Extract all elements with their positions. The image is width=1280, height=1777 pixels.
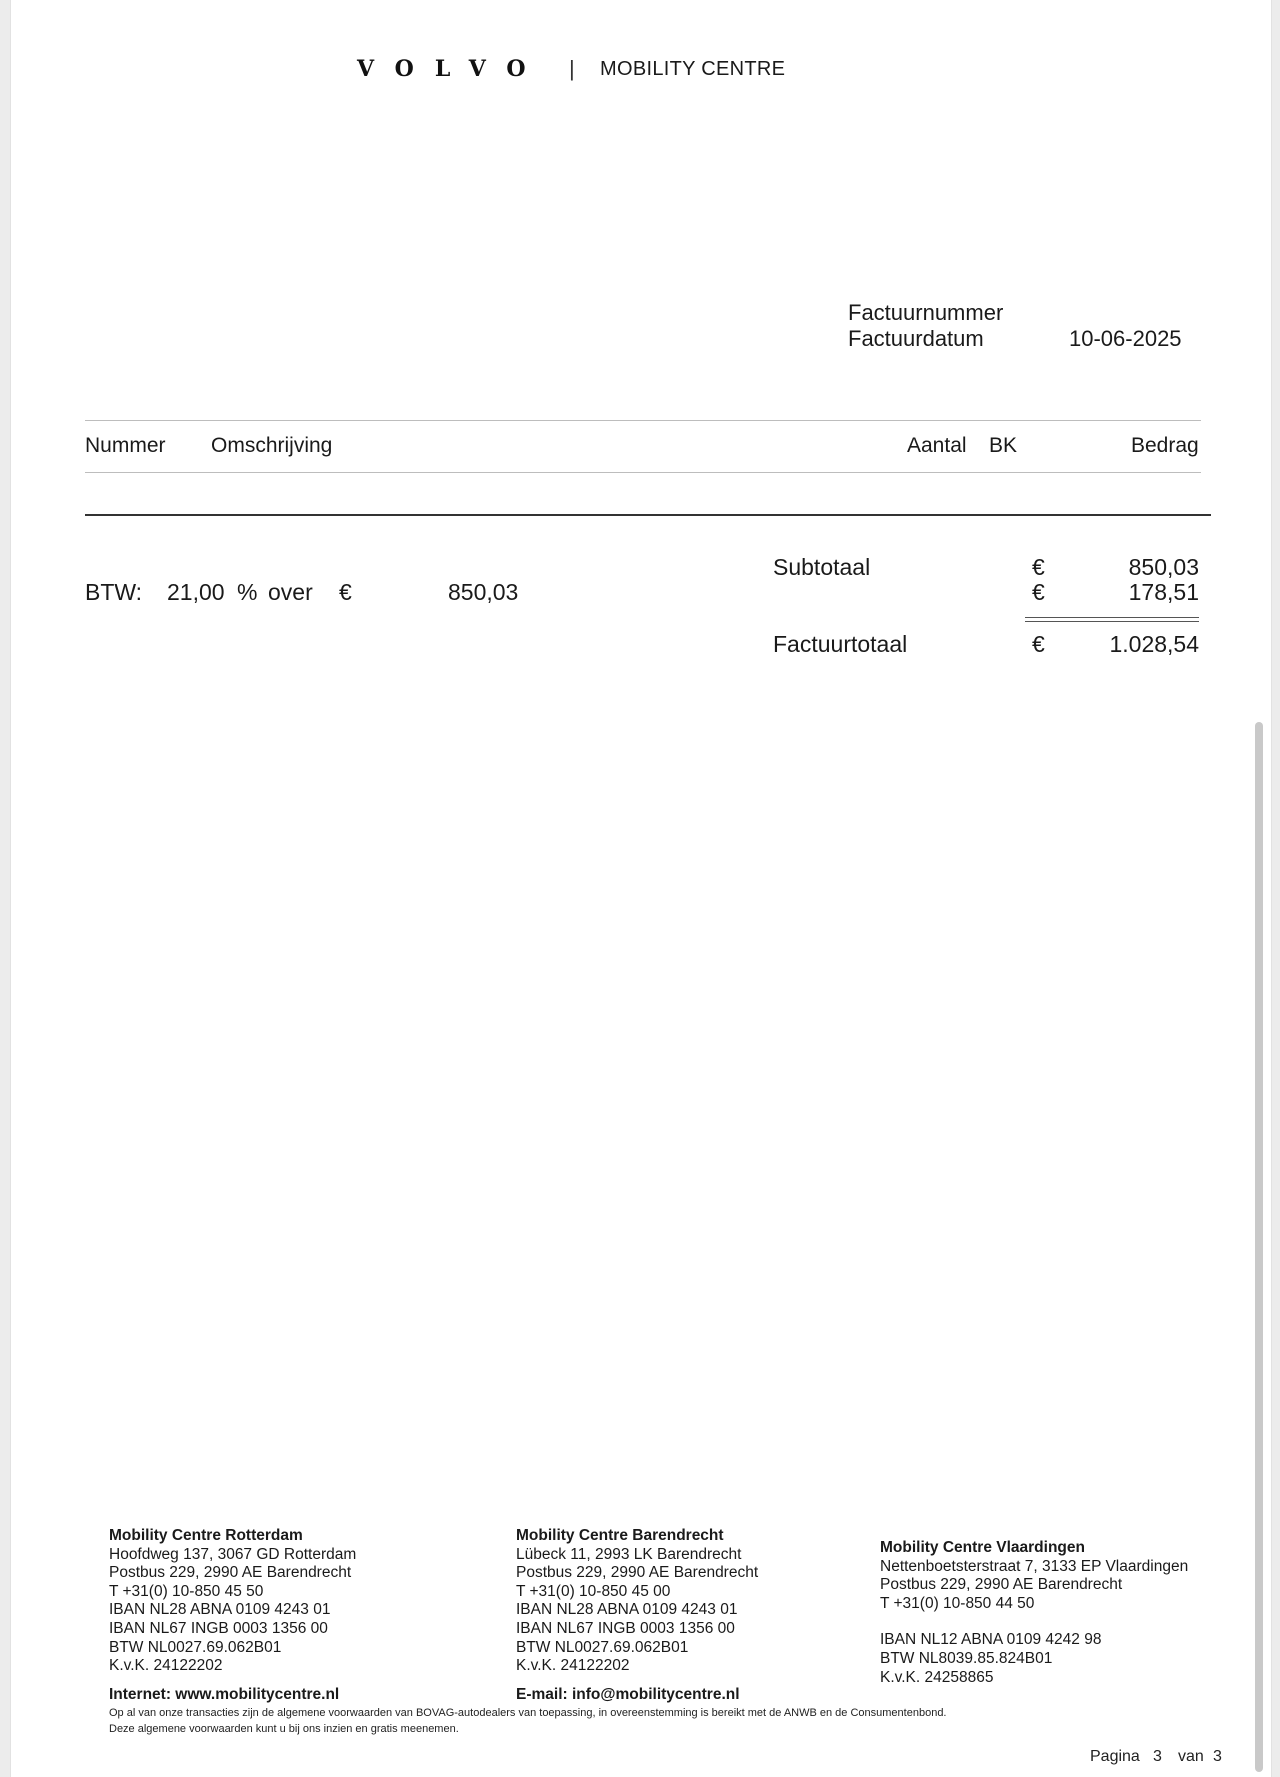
footer-vlaardingen: [880, 1539, 1188, 1687]
vat-amount-value: 178,51: [1128, 579, 1199, 605]
invoice-number-label: Factuurnummer: [848, 300, 1004, 325]
rotterdam-line: IBAN NL28 ABNA 0109 4243 01: [109, 1601, 331, 1619]
barendrecht-line: Lübeck 11, 2993 LK Barendrecht: [516, 1545, 742, 1563]
rotterdam-line: Postbus 229, 2990 AE Barendrecht: [109, 1564, 352, 1582]
rotterdam-name: Mobility Centre Rotterdam: [109, 1527, 303, 1544]
vat-amount-currency: €: [1032, 579, 1045, 605]
column-bedrag: Bedrag: [1131, 434, 1199, 457]
column-aantal: Aantal: [907, 434, 967, 457]
pager-total: 3: [1213, 1748, 1222, 1765]
vlaardingen-line: Postbus 229, 2990 AE Barendrecht: [880, 1576, 1123, 1594]
invoice-date-value: 10-06-2025: [1069, 326, 1182, 351]
table-top-rule: [85, 420, 1201, 421]
vat-percent: %: [237, 579, 258, 605]
invoice-page: [10, 0, 1272, 1777]
vlaardingen-line: Nettenboetsterstraat 7, 3133 EP Vlaardingen: [880, 1557, 1189, 1575]
barendrecht-line: IBAN NL67 INGB 0003 1356 00: [516, 1619, 735, 1637]
rotterdam-line: Hoofdweg 137, 3067 GD Rotterdam: [109, 1545, 357, 1563]
logo-subtitle: MOBILITY CENTRE: [600, 58, 786, 80]
footer-email-link[interactable]: E-mail: info@mobilitycentre.nl: [516, 1686, 740, 1703]
vat-over: over: [268, 579, 313, 605]
column-bk: BK: [989, 434, 1018, 457]
vat-currency: €: [339, 579, 352, 605]
footer-disclaimer-2: Deze algemene voorwaarden kunt u bij ons inzien en gratis meenemen.: [109, 1723, 459, 1735]
rotterdam-line: BTW NL0027.69.062B01: [109, 1638, 282, 1656]
barendrecht-name: Mobility Centre Barendrecht: [516, 1527, 724, 1544]
rotterdam-line: IBAN NL67 INGB 0003 1356 00: [109, 1619, 328, 1637]
pager-label: Pagina: [1090, 1748, 1140, 1765]
logo-separator: |: [569, 56, 575, 81]
volvo-logo: VOLVO: [357, 56, 547, 82]
total-value: 1.028,54: [1109, 631, 1199, 657]
total-double-rule-bottom: [1025, 621, 1199, 622]
footer-internet-link[interactable]: Internet: www.mobilitycentre.nl: [109, 1686, 340, 1703]
vlaardingen-gap: [880, 1613, 1188, 1631]
total-currency: €: [1032, 631, 1045, 657]
footer-disclaimer-1: Op al van onze transacties zijn de algemene voorwaarden van BOVAG-autodealers van toepassing, in overeenstemming is bereikt met de ANWB en de Consumentenbond.: [109, 1707, 947, 1719]
vlaardingen-line: IBAN NL12 ABNA 0109 4242 98: [880, 1631, 1102, 1649]
vat-label: BTW:: [85, 579, 143, 605]
subtotal-currency: €: [1032, 554, 1045, 580]
footer-barendrecht: [516, 1527, 758, 1676]
subtotal-value: 850,03: [1128, 554, 1199, 580]
rotterdam-line: K.v.K. 24122202: [109, 1657, 223, 1675]
vat-rate: 21,00: [167, 579, 225, 605]
footer-rotterdam: [109, 1527, 356, 1676]
column-omschrijving: Omschrijving: [211, 434, 333, 457]
table-header-rule: [85, 472, 1201, 473]
subtotal-label: Subtotaal: [773, 554, 871, 580]
pager-current: 3: [1153, 1748, 1162, 1765]
total-label: Factuurtotaal: [773, 631, 908, 657]
vat-base-amount: 850,03: [448, 579, 519, 605]
vlaardingen-line: T +31(0) 10-850 44 50: [880, 1594, 1035, 1612]
barendrecht-line: K.v.K. 24122202: [516, 1657, 630, 1675]
pager-of: van: [1178, 1748, 1204, 1765]
rotterdam-line: T +31(0) 10-850 45 50: [109, 1582, 264, 1600]
barendrecht-line: IBAN NL28 ABNA 0109 4243 01: [516, 1601, 738, 1619]
vlaardingen-name: Mobility Centre Vlaardingen: [880, 1539, 1085, 1556]
vlaardingen-line: BTW NL8039.85.824B01: [880, 1649, 1053, 1667]
table-bottom-rule: [85, 514, 1211, 516]
column-nummer: Nummer: [85, 434, 166, 457]
invoice-date-label: Factuurdatum: [848, 326, 984, 351]
barendrecht-line: T +31(0) 10-850 45 00: [516, 1582, 671, 1600]
vlaardingen-line: K.v.K. 24258865: [880, 1668, 994, 1686]
total-double-rule-top: [1025, 617, 1199, 618]
barendrecht-line: BTW NL0027.69.062B01: [516, 1638, 689, 1656]
barendrecht-line: Postbus 229, 2990 AE Barendrecht: [516, 1564, 759, 1582]
vertical-scrollbar[interactable]: [1255, 722, 1263, 1772]
